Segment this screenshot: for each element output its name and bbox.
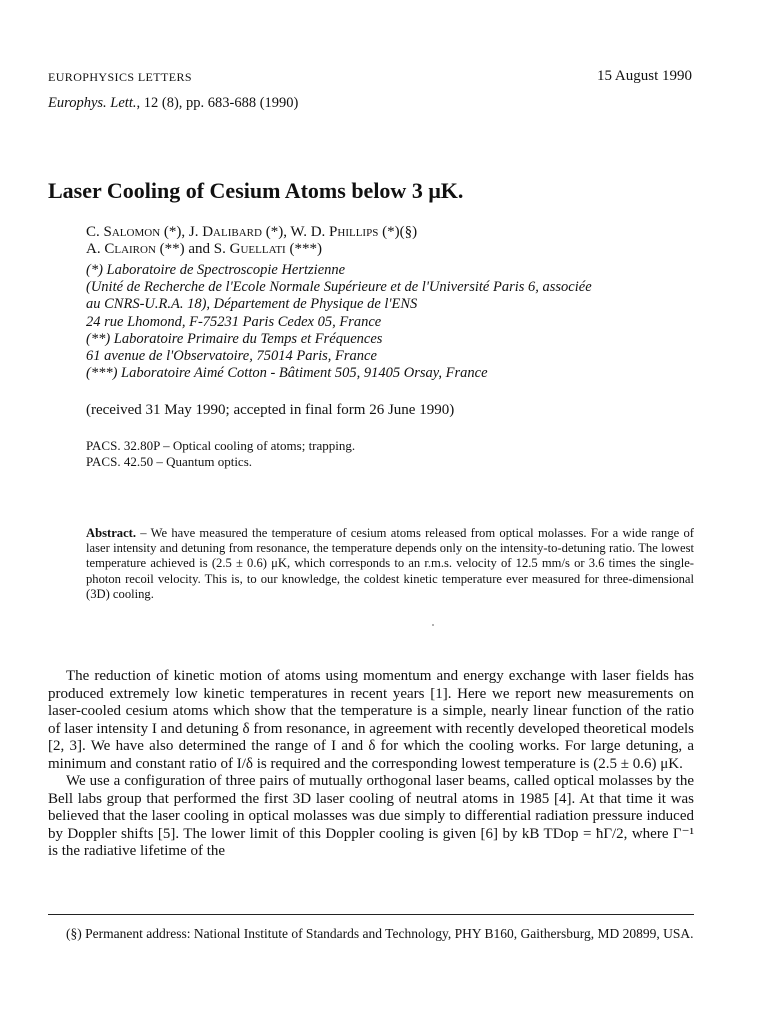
citation — [48, 95, 298, 112]
publication-date: 15 August 1990 — [596, 68, 692, 84]
affiliations — [86, 262, 698, 382]
citation-details: , 12 (8), pp. 683-688 (1990) — [136, 95, 299, 111]
scan-speck — [432, 624, 434, 626]
body-text — [48, 668, 694, 861]
paragraph: We use a configuration of three pairs of mutually orthogonal laser beams, called optical molasses by the Bell labs group that performed the first 3D laser cooling of neutral atoms in 1985 [4]. At that time it was believed that the laser cooling in optical molasses was due simply to differential radiation pressure induced by Doppler shifts [5]. The lower limit of this Doppler cooling is given [6] by kB TDop = ħΓ/2, where Γ⁻¹ is the radiative lifetime of the — [48, 773, 694, 859]
affiliation-line: 61 avenue de l'Observatoire, 75014 Paris, France — [86, 348, 377, 365]
author-line-1: C. Salomon (*), J. Dalibard (*), W. D. Phillips (*)(§) — [86, 224, 418, 240]
author-line-2: A. Clairon (**) and S. Guellati (***) — [86, 241, 322, 257]
journal-name: EUROPHYSICS LETTERS — [48, 70, 192, 84]
affiliation-line: au CNRS-U.R.A. 18), Département de Physique de l'ENS — [86, 296, 418, 313]
affiliation-line: (*) Laboratoire de Spectroscopie Hertzienne — [86, 262, 346, 278]
affiliation-line: 24 rue Lhomond, F-75231 Paris Cedex 05, France — [86, 313, 382, 330]
pacs-codes — [86, 438, 355, 470]
abstract-label: Abstract. — [86, 526, 137, 540]
article-title: Laser Cooling of Cesium Atoms below 3 μK. — [48, 178, 464, 203]
paragraph: The reduction of kinetic motion of atoms using momentum and energy exchange with laser fields has produced extremely low kinetic temperatures in recent years [1]. Here we report new measurements on laser-cooled cesium atoms which show that the temperature is a simple, nearly linear function of the ratio of laser intensity I and detuning δ from resonance, in agreement with recently developed theoretical models [2, 3]. We have also determined the range of I and δ for which the cooling works. For large detuning, a minimum and constant ratio of I/δ is required and the corresponding lowest temperature is (2.5 ± 0.6) μK. — [48, 668, 694, 772]
citation-journal: Europhys. Lett. — [48, 95, 137, 111]
affiliation-line: (**) Laboratoire Primaire du Temps et Fréquences — [86, 330, 383, 347]
abstract-text: – We have measured the temperature of cesium atoms released from optical molasses. For a wide range of laser intensity and detuning from resonance, the temperature depends only on the intensity-to-detuning ratio. The lowest temperature achieved is (2.5 ± 0.6) μK, which corresponds to an r.m.s. velocity of 12.5 mm/s or 3.6 times the single-photon recoil velocity. This is, to our knowledge, the coldest kinetic temperature ever measured for three-dimensional (3D) cooling. — [86, 526, 694, 601]
received-dates: (received 31 May 1990; accepted in final form 26 June 1990) — [86, 402, 455, 418]
pacs-line: PACS. 42.50 – Quantum optics. — [86, 454, 253, 469]
abstract — [86, 526, 694, 602]
pacs-line: PACS. 32.80P – Optical cooling of atoms; trapping. — [86, 438, 356, 453]
footnote: (§) Permanent address: National Institute of Standards and Technology, PHY B160, Gaithersburg, MD 20899, USA. — [66, 926, 694, 941]
footnote-rule — [48, 914, 694, 915]
affiliation-line: (Unité de Recherche de l'Ecole Normale Supérieure et de l'Université Paris 6, associée — [86, 279, 592, 296]
affiliation-line: (***) Laboratoire Aimé Cotton - Bâtiment 505, 91405 Orsay, France — [86, 365, 488, 382]
author-list — [86, 224, 417, 258]
